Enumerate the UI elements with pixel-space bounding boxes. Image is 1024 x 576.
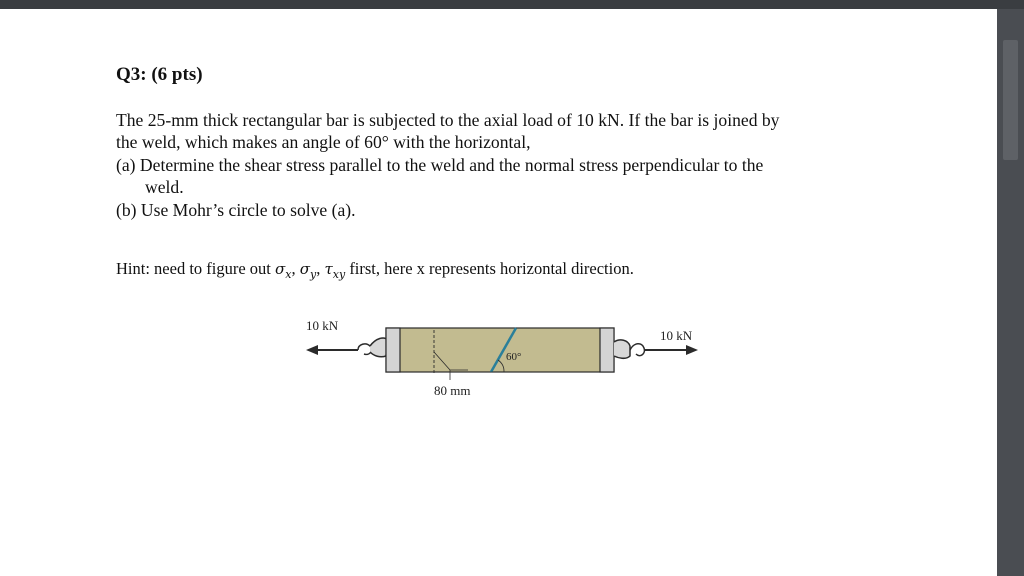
hint-text bbox=[116, 258, 634, 286]
hint-separator: , bbox=[291, 259, 300, 278]
left-load-arrow bbox=[306, 345, 358, 355]
sigma-y-symbol: $\sigma_y$ bbox=[299, 260, 317, 281]
right-hook bbox=[614, 340, 644, 358]
right-load-arrow bbox=[644, 345, 698, 355]
left-load-label: 10 kN bbox=[306, 318, 339, 333]
angle-label: 60° bbox=[506, 351, 522, 363]
problem-statement-line-2: the weld, which makes an angle of 60° with the horizontal, bbox=[116, 132, 531, 152]
document-page bbox=[0, 9, 997, 576]
scrollbar-thumb[interactable] bbox=[1003, 40, 1018, 160]
question-title: Q3: (6 pts) bbox=[116, 64, 203, 85]
hint-separator: , bbox=[316, 259, 325, 278]
part-a-line-1: (a) Determine the shear stress parallel to the weld and the normal stress perpendicular to the bbox=[116, 155, 764, 175]
hint-prefix: Hint: need to figure out bbox=[116, 259, 276, 278]
left-grip bbox=[386, 328, 400, 372]
sigma-x-symbol: $\sigma_x$ bbox=[275, 260, 292, 281]
dimension-label: 80 mm bbox=[434, 383, 471, 398]
tau-xy-symbol: $\tau_{xy}$ bbox=[324, 260, 346, 281]
left-hook bbox=[358, 338, 388, 357]
part-a-line-2: weld. bbox=[145, 177, 184, 197]
part-b: (b) Use Mohr’s circle to solve (a). bbox=[116, 200, 356, 220]
problem-statement-line-1: The 25-mm thick rectangular bar is subjected to the axial load of 10 kN. If the bar is joined by bbox=[116, 110, 780, 130]
hint-suffix: first, here x represents horizontal direction. bbox=[345, 259, 634, 278]
right-load-label: 10 kN bbox=[660, 328, 693, 343]
rectangular-bar bbox=[386, 328, 614, 372]
right-grip bbox=[600, 328, 614, 372]
welded-bar-figure bbox=[300, 312, 710, 404]
